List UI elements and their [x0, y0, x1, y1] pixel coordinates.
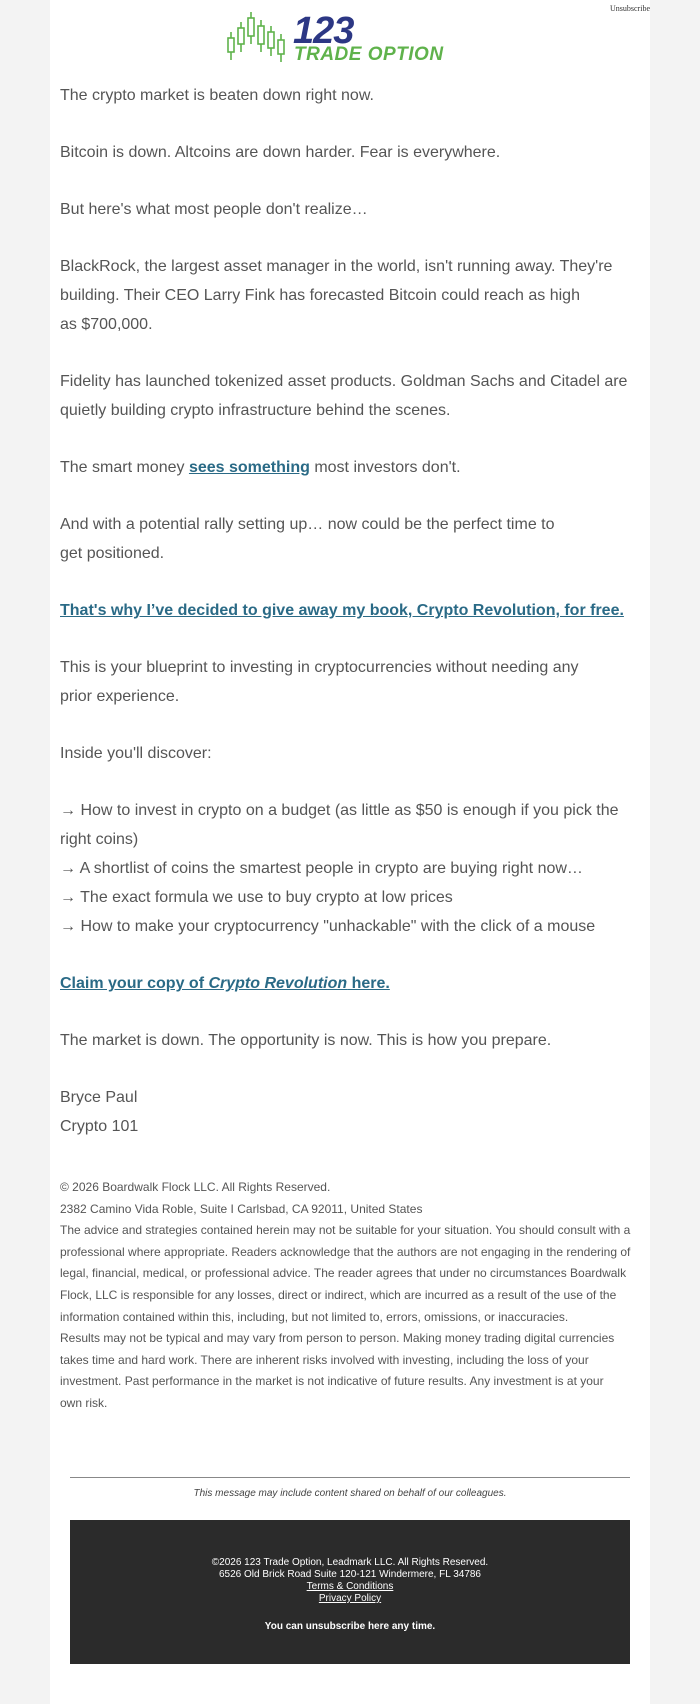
sees-something-link[interactable]: sees something [188, 459, 310, 476]
text-line: quietly building crypto infrastructure behind the scenes. [60, 402, 451, 419]
text-line: as $700,000. [60, 316, 153, 333]
text-line: This is your blueprint to investing in cryptocurrencies without needing any [60, 659, 579, 676]
text-line: prior experience. [60, 688, 180, 705]
paragraph-prepare: The market is down. The opportunity is now. This is how you prepare. [60, 1032, 552, 1049]
paragraph-fidelity [60, 367, 640, 425]
free-book-link[interactable]: That's why I’ve decided to give away my book, Crypto Revolution, for free. [60, 602, 624, 619]
footer [70, 1520, 630, 1664]
book-title: Crypto Revolution [208, 975, 348, 992]
footer-unsubscribe[interactable]: You can unsubscribe here any time. [264, 1621, 436, 1632]
legal-disclaimer [60, 1177, 640, 1415]
legal-line: 2382 Camino Vida Roble, Suite I Carlsbad, CA 92011, United States [60, 1201, 423, 1216]
text-line: BlackRock, the largest asset manager in the world, isn't running away. They're [60, 258, 613, 275]
link-segment: here. [347, 975, 390, 992]
text-line: building. Their CEO Larry Fink has forecasted Bitcoin could reach as high [60, 287, 580, 304]
legal-line: Flock, LLC is responsible for any losses, direct or indirect, which are incurred as a result of the use of the [60, 1287, 617, 1302]
signature [60, 1083, 640, 1141]
email-body [60, 81, 640, 1169]
list-item: → A shortlist of coins the smartest people in crypto are buying right now… [60, 860, 583, 877]
divider [70, 1477, 630, 1478]
legal-line: investment. Past performance in the market is not indicative of future results. Any investment is at your [60, 1374, 604, 1389]
paragraph-cta-claim [60, 969, 640, 998]
legal-line: legal, financial, medical, or professional advice. The reader agrees that under no circumstances Boardwalk [60, 1266, 627, 1281]
list-item: right coins) [60, 831, 139, 848]
paragraph-bitcoin: Bitcoin is down. Altcoins are down harder. Fear is everywhere. [60, 144, 501, 161]
paragraph-realize: But here's what most people don't realize… [60, 201, 368, 218]
legal-line: professional where appropriate. Readers acknowledge that the authors are not engaging in the rendering of [60, 1244, 631, 1259]
bullet-list [60, 796, 640, 941]
text-segment: most investors don't. [309, 459, 461, 476]
legal-line: Results may not be typical and may vary from person to person. Making money trading digital currencies [60, 1331, 615, 1346]
paragraph-cta-book [60, 596, 640, 625]
logo-number: 123 [293, 10, 354, 52]
text-segment: The smart money [60, 459, 189, 476]
legal-line: takes time and hard work. There are inherent risks involved with investing, including the loss of your [60, 1352, 589, 1367]
text-line: Fidelity has launched tokenized asset products. Goldman Sachs and Citadel are [60, 373, 628, 390]
list-item: → How to invest in crypto on a budget (as little as $50 is enough if you pick the [60, 802, 619, 819]
email-sheet [50, 0, 650, 1704]
footer-copyright: ©2026 123 Trade Option, Leadmark LLC. All Rights Reserved. [211, 1557, 489, 1568]
list-item: → How to make your cryptocurrency "unhackable" with the click of a mouse [60, 918, 596, 935]
legal-line: © 2026 Boardwalk Flock LLC. All Rights Reserved. [60, 1180, 331, 1194]
signature-org: Crypto 101 [60, 1118, 139, 1135]
legal-line: information contained within this, including, but not limited to, errors, omissions, or inaccuracies. [60, 1309, 569, 1324]
brand-logo [225, 10, 485, 68]
legal-line: The advice and strategies contained herein may not be suitable for your situation. You should consult with a [60, 1223, 631, 1238]
unsubscribe-link[interactable]: Unsubscribe [610, 4, 650, 13]
signature-name: Bryce Paul [60, 1089, 138, 1106]
legal-line: own risk. [60, 1395, 108, 1410]
terms-link[interactable]: Terms & Conditions [306, 1581, 394, 1592]
paragraph-discover: Inside you'll discover: [60, 745, 212, 762]
candlestick-chart-icon [225, 10, 287, 68]
paragraph-rally [60, 510, 640, 568]
colleagues-note: This message may include content shared on behalf of our colleagues. [193, 1488, 507, 1499]
list-item: → The exact formula we use to buy crypto at low prices [60, 889, 453, 906]
footer-address: 6526 Old Brick Road Suite 120-121 Windermere, FL 34786 [219, 1569, 481, 1580]
paragraph-market: The crypto market is beaten down right now. [60, 87, 374, 104]
link-segment: Claim your copy of [60, 975, 209, 992]
text-line: get positioned. [60, 545, 165, 562]
claim-copy-link[interactable] [60, 975, 390, 992]
text-line: And with a potential rally setting up… now could be the perfect time to [60, 516, 555, 533]
paragraph-blueprint [60, 653, 640, 711]
paragraph-smart-money [60, 453, 640, 482]
privacy-link[interactable]: Privacy Policy [318, 1593, 382, 1604]
paragraph-blackrock [60, 252, 640, 339]
logo-wordmark: TRADE OPTION [294, 44, 444, 65]
